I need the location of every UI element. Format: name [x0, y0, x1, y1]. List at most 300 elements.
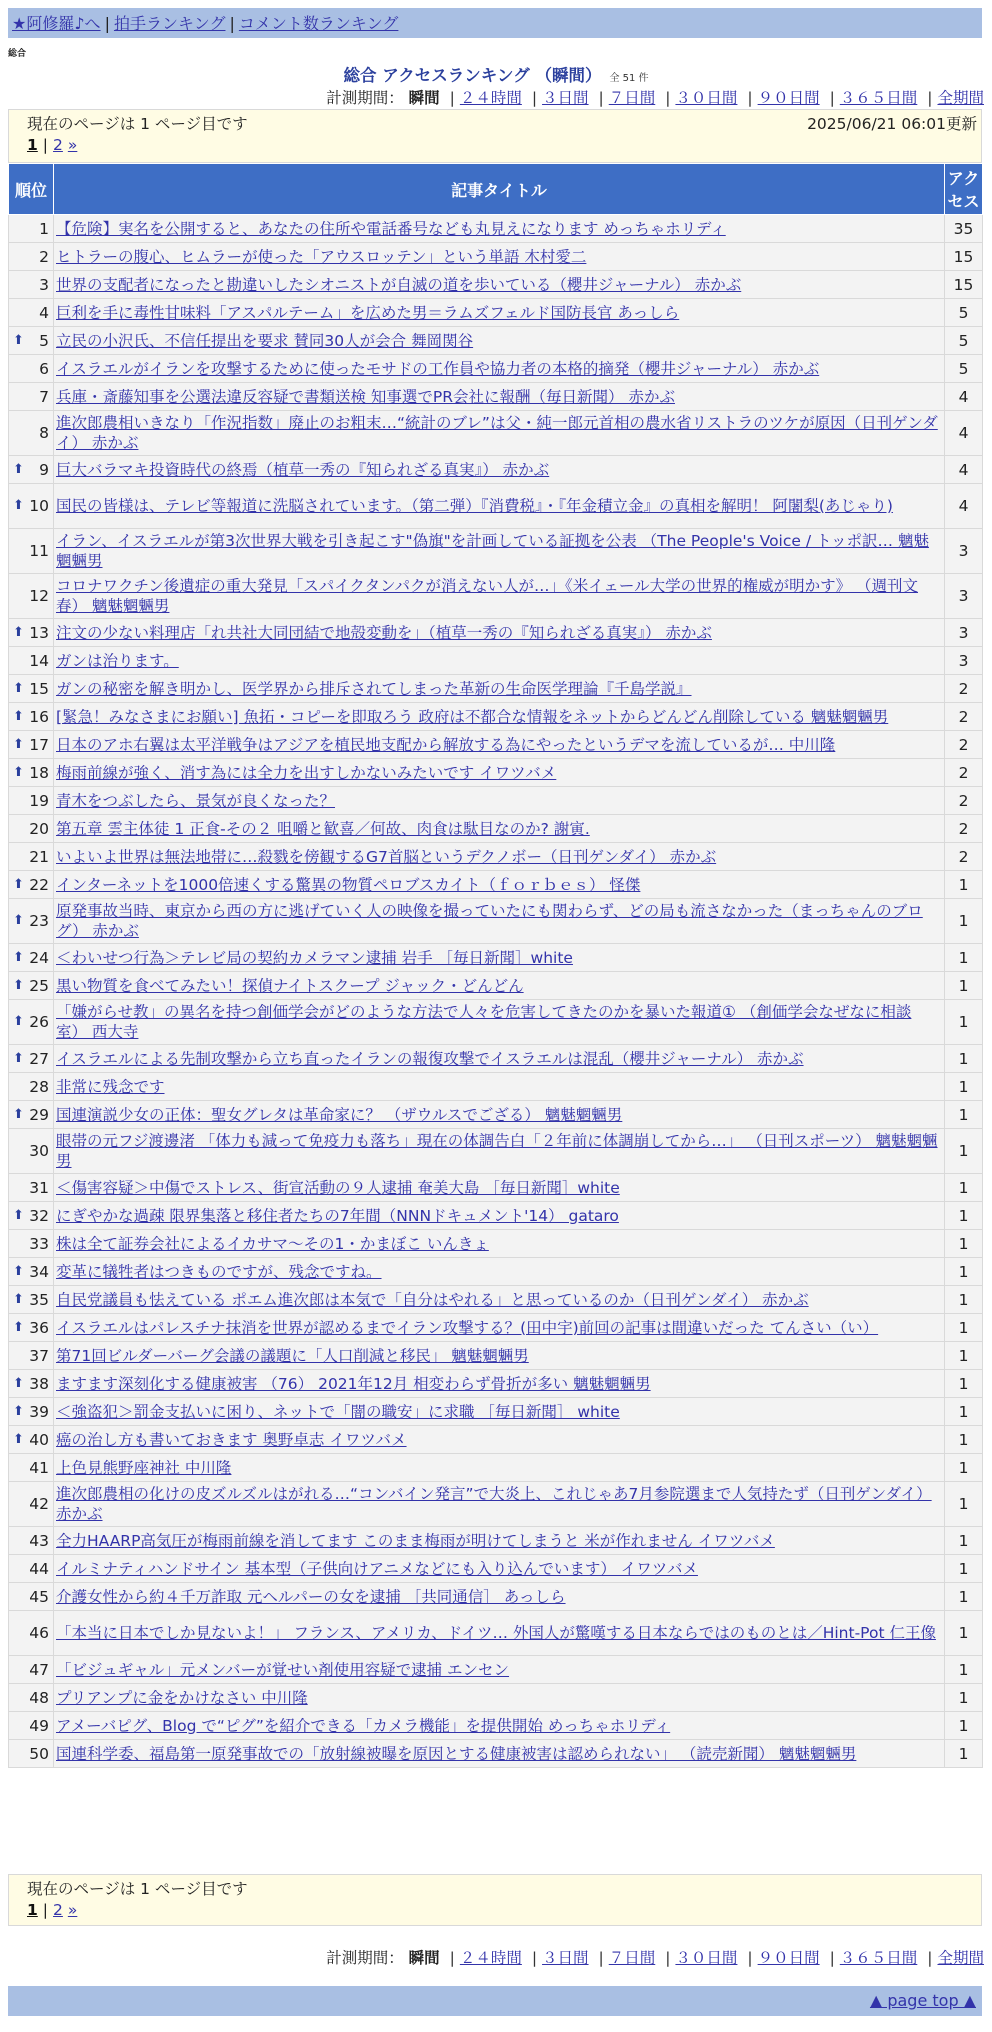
title-cell [54, 1101, 945, 1129]
table-row [9, 815, 983, 843]
access-count: 2 [945, 703, 983, 731]
page-separator: | [42, 1901, 49, 1919]
article-title-link[interactable]: ガンの秘密を解き明かし、医学界から排斥されてしまった革新の生命医学理論『千島学説』 [56, 679, 692, 698]
access-count: 2 [945, 675, 983, 703]
title-cell [54, 271, 945, 299]
rank-cell [9, 411, 54, 456]
article-title-link[interactable]: 立民の小沢氏、不信任提出を要求 賛同30人が会合 舞岡関谷 [56, 331, 474, 350]
rank-cell [9, 703, 54, 731]
item-count: 全 51 件 [609, 73, 649, 84]
rank-number: 14 [29, 651, 49, 670]
table-row [9, 529, 983, 574]
access-count: 4 [945, 383, 983, 411]
table-row [9, 944, 983, 972]
rank-cell [9, 675, 54, 703]
rank-up-arrow-icon: ⬆ [13, 332, 24, 348]
article-title-link[interactable]: 黒い物質を食べてみたい！探偵ナイトスクープ ジャック・どんどん [56, 976, 524, 995]
rank-cell [9, 1101, 54, 1129]
article-title-link[interactable]: 「本当に日本でしか見ないよ！」 フランス、アメリカ、ドイツ… 外国人が驚嘆する日本ならではのものとは／Hint-Pot 仁王像 [56, 1624, 936, 1642]
clap-ranking-link[interactable]: 拍手ランキング [113, 14, 226, 33]
table-row [9, 1129, 983, 1174]
rank-number: 29 [29, 1105, 49, 1124]
access-count: 1 [945, 871, 983, 899]
rank-cell [9, 271, 54, 299]
access-count: 3 [945, 574, 983, 619]
title-cell [54, 1370, 945, 1398]
table-row [9, 1527, 983, 1555]
title-cell [54, 1129, 945, 1174]
article-title-link[interactable]: ますます深刻化する健康被害 （76） 2021年12月 相変わらず骨折が多い 魑魅魍魎男 [56, 1374, 651, 1393]
title-cell [54, 1611, 945, 1656]
access-count: 1 [945, 1370, 983, 1398]
article-title-link[interactable]: 非常に残念です [56, 1077, 165, 1096]
rank-up-arrow-icon: ⬆ [13, 1319, 24, 1335]
title-cell [54, 815, 945, 843]
rank-number: 17 [29, 735, 49, 754]
period-separator: | [531, 89, 538, 107]
period-separator: | [598, 1949, 604, 1967]
rank-cell [9, 619, 54, 647]
rank-number: 31 [29, 1178, 49, 1197]
rank-cell [9, 647, 54, 675]
article-title-link[interactable]: 介護女性から約４千万詐取 元ヘルパーの女を逮捕 ［共同通信］ あっしら [56, 1587, 566, 1606]
table-row [9, 843, 983, 871]
rank-number: 38 [29, 1374, 49, 1393]
period-7d-link[interactable]: ７日間 [608, 89, 656, 107]
page-top-link[interactable]: ▲ page top ▲ [869, 1991, 976, 2010]
article-title-link[interactable]: イルミナティハンドサイン 基本型（子供向けアニメなどにも入り込んでいます） イワツバメ [56, 1559, 698, 1578]
article-title-link[interactable]: 国連演説少女の正体：聖女グレタは革命家に？ （ザウルスでござる） 魑魅魍魎男 [56, 1105, 623, 1124]
rank-cell [9, 1684, 54, 1712]
table-row [9, 355, 983, 383]
title-cell [54, 1314, 945, 1342]
period-30d-link[interactable]: ３０日間 [675, 89, 738, 107]
table-row [9, 1656, 983, 1684]
access-count: 3 [945, 529, 983, 574]
period-3d-link[interactable]: ３日間 [542, 89, 589, 107]
rank-number: 47 [29, 1660, 49, 1679]
article-title-link[interactable]: プリアンプに金をかけなさい 中川隆 [56, 1688, 308, 1707]
period-current: 瞬間 [408, 1949, 440, 1967]
article-title-link[interactable]: 自民党議員も怯えている ポエム進次郎は本気で「自分はやれる」と思っているのか（日刊ゲンダイ） 赤かぶ [56, 1290, 809, 1309]
rank-number: 8 [39, 424, 49, 442]
rank-cell [9, 843, 54, 871]
article-title-link[interactable]: 第五章 雲主体徒 1 正食-その２ 咀嚼と歓喜／何故、肉食は駄目なのか? 謝寅. [56, 819, 590, 838]
article-title-link[interactable]: 全力HAARP高気圧が梅雨前線を消してます このまま梅雨が明けてしまうと 米が作れません イワツバメ [56, 1531, 775, 1550]
rank-number: 45 [29, 1587, 49, 1606]
title-cell [54, 484, 945, 529]
rank-cell [9, 529, 54, 574]
article-title-link[interactable]: インターネットを1000倍速くする驚異の物質ペロブスカイト（ｆｏｒｂｅｓ） 怪傑 [56, 875, 641, 894]
period-separator: | [927, 1949, 933, 1967]
title-cell [54, 1258, 945, 1286]
rank-cell [9, 215, 54, 243]
access-count: 4 [945, 411, 983, 456]
period-7d-link[interactable]: ７日間 [608, 1949, 656, 1967]
title-cell [54, 355, 945, 383]
period-separator: | [531, 1949, 538, 1967]
access-count: 1 [945, 1286, 983, 1314]
rank-cell [9, 1370, 54, 1398]
access-count: 1 [945, 1684, 983, 1712]
article-title-link[interactable]: ＜強盗犯＞罰金支払いに困り、ネットで「闇の職安」に求職 ［毎日新聞］ white [56, 1402, 620, 1421]
comment-ranking-link[interactable]: コメント数ランキング [238, 14, 399, 33]
rank-up-arrow-icon: ⬆ [13, 736, 24, 752]
rank-number: 33 [29, 1234, 49, 1253]
pagination [27, 1901, 77, 1919]
title-cell [54, 243, 945, 271]
table-row [9, 1454, 983, 1482]
rank-cell [9, 1342, 54, 1370]
rank-cell [9, 1000, 54, 1045]
title-cell [54, 899, 945, 944]
title-cell [54, 1454, 945, 1482]
access-count: 1 [945, 1101, 983, 1129]
rank-cell [9, 787, 54, 815]
access-count: 5 [945, 355, 983, 383]
title-cell [54, 529, 945, 574]
rank-number: 26 [29, 1013, 49, 1031]
rank-up-arrow-icon: ⬆ [13, 708, 24, 724]
table-row [9, 1000, 983, 1045]
table-row [9, 1073, 983, 1101]
rank-number: 19 [29, 791, 49, 810]
period-24h-link[interactable]: ２４時間 [459, 1949, 522, 1967]
rank-up-arrow-icon: ⬆ [13, 1050, 24, 1066]
period-3d-link[interactable]: ３日間 [542, 1949, 589, 1967]
access-count: 1 [945, 1611, 983, 1656]
page-separator: | [42, 136, 49, 154]
pagination [27, 136, 77, 154]
access-count: 1 [945, 944, 983, 972]
title-cell [54, 1045, 945, 1073]
title-cell [54, 1555, 945, 1583]
article-title-link[interactable]: イスラエルによる先制攻撃から立ち直ったイランの報復攻撃でイスラエルは混乱（櫻井ジャーナル） 赤かぶ [56, 1049, 804, 1068]
table-row [9, 1342, 983, 1370]
rank-number: 30 [29, 1142, 49, 1160]
rank-number: 16 [29, 707, 49, 726]
article-title-link[interactable]: 「ビジュギャル」元メンバーが覚せい剤使用容疑で逮捕 エンセン [56, 1660, 510, 1679]
rank-number: 2 [39, 247, 49, 266]
title-cell [54, 215, 945, 243]
rank-number: 50 [29, 1744, 49, 1763]
rank-number: 35 [29, 1290, 49, 1309]
table-row [9, 1258, 983, 1286]
title-cell [54, 731, 945, 759]
rank-number: 20 [29, 819, 49, 838]
next-page-link[interactable]: » [67, 136, 78, 154]
article-title-link[interactable]: いよいよ世界は無法地帯に…殺戮を傍観するG7首脳というデクノボー（日刊ゲンダイ） 赤かぶ [56, 847, 717, 866]
article-title-link[interactable]: 株は全て証券会社によるイカサマ〜その1・かまぼこ いんきょ [56, 1234, 489, 1253]
rank-number: 42 [29, 1495, 49, 1513]
article-title-link[interactable]: 原発事故当時、東京から西の方に逃げていく人の映像を撮っていたにも関わらず、どの局も流さなかった（まっちゃんのブログ） 赤かぶ [56, 902, 923, 940]
rank-cell [9, 1202, 54, 1230]
table-row [9, 1611, 983, 1656]
rank-cell [9, 1656, 54, 1684]
access-count: 1 [945, 1454, 983, 1482]
access-count: 1 [945, 1258, 983, 1286]
table-row [9, 1740, 983, 1768]
article-title-link[interactable]: [緊急！みなさまにお願い] 魚拓・コピーを即取ろう 政府は不都合な情報をネットからどんどん削除している 魑魅魍魎男 [56, 707, 889, 726]
rank-cell [9, 484, 54, 529]
article-title-link[interactable]: 【危険】実名を公開すると、あなたの住所や電話番号なども丸見えになります めっちゃホリディ [56, 219, 726, 238]
article-title-link[interactable]: イスラエルはパレスチナ抹消を世界が認めるまでイラン攻撃する？(田中宇)前回の記事は間違いだった てんさい（い） [56, 1318, 879, 1337]
access-count: 3 [945, 647, 983, 675]
table-row [9, 271, 983, 299]
rank-number: 23 [29, 912, 49, 930]
title-cell [54, 1230, 945, 1258]
article-title-link[interactable]: 癌の治し方も書いておきます 奥野卓志 イワツバメ [56, 1430, 407, 1449]
access-count: 1 [945, 1426, 983, 1454]
title-cell [54, 1286, 945, 1314]
table-row [9, 1712, 983, 1740]
rank-cell [9, 1129, 54, 1174]
page-title [0, 62, 992, 86]
ranking-body [9, 215, 983, 1768]
title-cell [54, 1000, 945, 1045]
access-count: 1 [945, 1527, 983, 1555]
article-title-link[interactable]: 眼帯の元フジ渡邊渚 「体力も減って免疫力も落ち」現在の体調告白「２年前に体調崩してから…」 （日刊スポーツ） 魑魅魍魎男 [56, 1132, 938, 1170]
rank-up-arrow-icon: ⬆ [13, 977, 24, 993]
article-title-link[interactable]: ＜わいせつ行為＞テレビ局の契約カメラマン逮捕 岩手 ［毎日新聞］white [56, 948, 573, 967]
title-cell [54, 759, 945, 787]
rank-cell [9, 1174, 54, 1202]
table-row [9, 972, 983, 1000]
period-all-link[interactable]: 全期間 [937, 1949, 984, 1967]
footer-bar [8, 1986, 982, 2016]
access-count: 1 [945, 1129, 983, 1174]
period-separator: | [927, 89, 933, 107]
rank-up-arrow-icon: ⬆ [13, 1431, 24, 1447]
access-count: 1 [945, 972, 983, 1000]
table-row [9, 1230, 983, 1258]
rank-cell [9, 815, 54, 843]
access-count: 2 [945, 843, 983, 871]
table-row [9, 1555, 983, 1583]
rank-cell [9, 383, 54, 411]
period-24h-link[interactable]: ２４時間 [459, 89, 522, 107]
rank-cell [9, 759, 54, 787]
title-cell [54, 299, 945, 327]
rank-number: 15 [29, 679, 49, 698]
rank-number: 18 [29, 763, 49, 782]
article-title-link[interactable]: イスラエルがイランを攻撃するために使ったモサドの工作員や協力者の本格的摘発（櫻井ジャーナル） 赤かぶ [56, 359, 820, 378]
current-page-text: 現在のページは 1 ページ目です [27, 115, 248, 133]
table-row [9, 456, 983, 484]
rank-cell [9, 1073, 54, 1101]
table-row [9, 1314, 983, 1342]
table-row [9, 1426, 983, 1454]
table-row [9, 1045, 983, 1073]
access-count: 1 [945, 1583, 983, 1611]
table-row [9, 787, 983, 815]
period-30d-link[interactable]: ３０日間 [675, 1949, 738, 1967]
page-2-link[interactable]: 2 [53, 1901, 63, 1919]
rank-number: 40 [29, 1430, 49, 1449]
rank-number: 46 [29, 1624, 49, 1642]
access-count: 1 [945, 1656, 983, 1684]
rank-cell [9, 1314, 54, 1342]
article-title-link[interactable]: ガンは治ります。 [56, 651, 179, 670]
table-row [9, 1398, 983, 1426]
header-access: アクセス [945, 164, 983, 215]
period-separator: | [665, 1949, 671, 1967]
article-title-link[interactable]: 巨利を手に毒性甘味料「アスパルテーム」を広めた男＝ラムズフェルド国防長官 あっしら [56, 303, 680, 322]
table-header-row [9, 164, 983, 215]
rank-number: 32 [29, 1206, 49, 1225]
access-count: 1 [945, 1482, 983, 1527]
title-cell [54, 456, 945, 484]
article-title-link[interactable]: 国連科学委、福島第一原発事故での「放射線被曝を原因とする健康被害は認められない」 （読売新聞） 魑魅魍魎男 [56, 1744, 857, 1763]
article-title-link[interactable]: コロナワクチン後遺症の重大発見「スパイクタンパクが消えない人が…」《米イェール大学の世界的権威が明かす》 （週刊文春） 魑魅魍魎男 [56, 577, 919, 615]
rank-cell [9, 355, 54, 383]
period-separator: | [829, 89, 835, 107]
rank-number: 34 [29, 1262, 49, 1281]
rank-cell [9, 944, 54, 972]
rank-cell [9, 899, 54, 944]
rank-up-arrow-icon: ⬆ [13, 876, 24, 892]
access-count: 1 [945, 899, 983, 944]
paging-box-bottom [8, 1874, 982, 1926]
period-separator: | [829, 1949, 835, 1967]
rank-number: 39 [29, 1402, 49, 1421]
rank-number: 36 [29, 1318, 49, 1337]
table-row [9, 574, 983, 619]
period-all-link[interactable]: 全期間 [937, 89, 984, 107]
rank-number: 11 [29, 542, 49, 560]
period-separator: | [449, 1949, 455, 1967]
article-title-link[interactable]: にぎやかな過疎 限界集落と移住者たちの7年間（NNNドキュメント'14） gataro [56, 1206, 619, 1225]
access-count: 15 [945, 271, 983, 299]
header-rank: 順位 [9, 164, 54, 215]
rank-number: 28 [29, 1077, 49, 1096]
access-count: 1 [945, 1740, 983, 1768]
article-title-link[interactable]: 巨大バラマキ投資時代の終焉（植草一秀の『知られざる真実』） 赤かぶ [56, 460, 550, 479]
period-90d-link[interactable]: ９０日間 [757, 89, 820, 107]
table-row [9, 619, 983, 647]
article-title-link[interactable]: 国民の皆様は、テレビ等報道に洗脳されています。（第二弾）『消費税』・『年金積立金』の真相を解明！ 阿闍梨(あじゃり) [56, 497, 893, 515]
page-1-current: 1 [27, 1901, 38, 1919]
article-title-link[interactable]: 上色見熊野座神社 中川隆 [56, 1458, 232, 1477]
table-row [9, 1174, 983, 1202]
nav-separator: | [104, 14, 110, 33]
period-90d-link[interactable]: ９０日間 [757, 1949, 820, 1967]
rank-number: 5 [39, 331, 49, 350]
article-title-link[interactable]: 青木をつぶしたら、景気が良くなった？ [56, 791, 336, 810]
table-row [9, 484, 983, 529]
article-title-link[interactable]: 変革に犠牲者はつきものですが、残念ですね。 [56, 1262, 382, 1281]
rank-up-arrow-icon: ⬆ [13, 1403, 24, 1419]
title-cell [54, 1684, 945, 1712]
article-title-link[interactable]: イラン、イスラエルが第3次世界大戦を引き起こす"偽旗"を計画している証拠を公表 （The People's Voice / トッポ訳… 魑魅魍魎男 [56, 532, 929, 570]
period-365d-link[interactable]: ３６５日間 [839, 1949, 918, 1967]
next-page-link[interactable]: » [67, 1901, 78, 1919]
article-title-link[interactable]: 進次郎農相の化けの皮ズルズルはがれる…“コンバイン発言”で大炎上、これじゃあ7月参院選まで人気持たず（日刊ゲンダイ） 赤かぶ [56, 1485, 932, 1523]
top-nav-bar [8, 8, 982, 38]
title-cell [54, 1202, 945, 1230]
table-row [9, 871, 983, 899]
nav-separator: | [229, 14, 235, 33]
article-title-link[interactable]: アメーバピグ、Blog で“ピグ”を紹介できる「カメラ機能」を提供開始 めっちゃホリディ [56, 1716, 671, 1735]
rank-cell [9, 574, 54, 619]
page-2-link[interactable]: 2 [53, 136, 63, 154]
title-cell [54, 383, 945, 411]
article-title-link[interactable]: 梅雨前線が強く、消す為には全力を出すしかないみたいです イワツバメ [56, 763, 557, 782]
home-link[interactable]: ★阿修羅♪へ [12, 14, 101, 33]
rank-number: 24 [29, 948, 49, 967]
period-current: 瞬間 [408, 89, 440, 107]
rank-up-arrow-icon: ⬆ [13, 461, 24, 477]
rank-cell [9, 1740, 54, 1768]
table-row [9, 759, 983, 787]
rank-up-arrow-icon: ⬆ [13, 1291, 24, 1307]
rank-number: 22 [29, 875, 49, 894]
access-count: 35 [945, 215, 983, 243]
table-row [9, 1101, 983, 1129]
article-title-link[interactable]: 第71回ビルダーバーグ会議の議題に「人口削減と移民」 魑魅魍魎男 [56, 1346, 529, 1365]
article-title-link[interactable]: 注文の少ない料理店「れ共社大同団結で地殻変動を」（植草一秀の『知られざる真実』） 赤かぶ [56, 623, 712, 642]
title-cell [54, 1398, 945, 1426]
period-separator: | [747, 1949, 753, 1967]
access-count: 1 [945, 1555, 983, 1583]
article-title-link[interactable]: ＜傷害容疑＞中傷でストレス、街宣活動の９人逮捕 奄美大島 ［毎日新聞］white [56, 1178, 620, 1197]
access-count: 2 [945, 787, 983, 815]
table-row [9, 1286, 983, 1314]
rank-cell [9, 871, 54, 899]
rank-cell [9, 1426, 54, 1454]
access-count: 1 [945, 1230, 983, 1258]
rank-number: 37 [29, 1346, 49, 1365]
period-label: 計測期間： [326, 89, 404, 107]
period-365d-link[interactable]: ３６５日間 [839, 89, 918, 107]
article-title-link[interactable]: ヒトラーの腹心、ヒムラーが使った「アウスロッテン」という単語 木村愛二 [56, 247, 587, 266]
rank-number: 4 [39, 303, 49, 322]
title-cell [54, 1712, 945, 1740]
table-row [9, 1202, 983, 1230]
article-title-link[interactable]: 兵庫・斎藤知事を公選法違反容疑で書類送検 知事選でPR会社に報酬（毎日新聞） 赤かぶ [56, 387, 675, 406]
table-row [9, 647, 983, 675]
article-title-link[interactable]: 進次郎農相いきなり「作況指数」廃止のお粗末…“統計のブレ”は父・純一郎元首相の農水省リストラのツケが原因（日刊ゲンダイ） 赤かぶ [56, 414, 938, 452]
article-title-link[interactable]: 「嫌がらせ教」の異名を持つ創価学会がどのような方法で人々を危害してきたのかを暴いた報道① （創価学会なぜなに相談室） 西大寺 [56, 1003, 912, 1041]
article-title-link[interactable]: 日本のアホ右翼は太平洋戦争はアジアを植民地支配から解放する為にやったというデマを流しているが… 中川隆 [56, 735, 836, 754]
period-separator: | [665, 89, 671, 107]
access-count: 1 [945, 1000, 983, 1045]
rank-cell [9, 1258, 54, 1286]
rank-cell [9, 1398, 54, 1426]
period-separator: | [598, 89, 604, 107]
rank-number: 1 [39, 219, 49, 238]
table-row [9, 1370, 983, 1398]
page-title-text: 総合 アクセスランキング （瞬間） [343, 66, 602, 85]
rank-up-arrow-icon: ⬆ [13, 1375, 24, 1391]
rank-cell [9, 1045, 54, 1073]
title-cell [54, 619, 945, 647]
article-title-link[interactable]: 世界の支配者になったと勘違いしたシオニストが自滅の道を歩いている（櫻井ジャーナル） 赤かぶ [56, 275, 742, 294]
rank-up-arrow-icon: ⬆ [13, 1207, 24, 1223]
rank-cell [9, 299, 54, 327]
rank-number: 21 [29, 847, 49, 866]
title-cell [54, 1426, 945, 1454]
access-count: 1 [945, 1314, 983, 1342]
rank-cell [9, 1555, 54, 1583]
title-cell [54, 1342, 945, 1370]
access-count: 2 [945, 759, 983, 787]
access-count: 1 [945, 1342, 983, 1370]
table-row [9, 383, 983, 411]
title-cell [54, 972, 945, 1000]
rank-up-arrow-icon: ⬆ [13, 1014, 24, 1029]
table-row [9, 899, 983, 944]
